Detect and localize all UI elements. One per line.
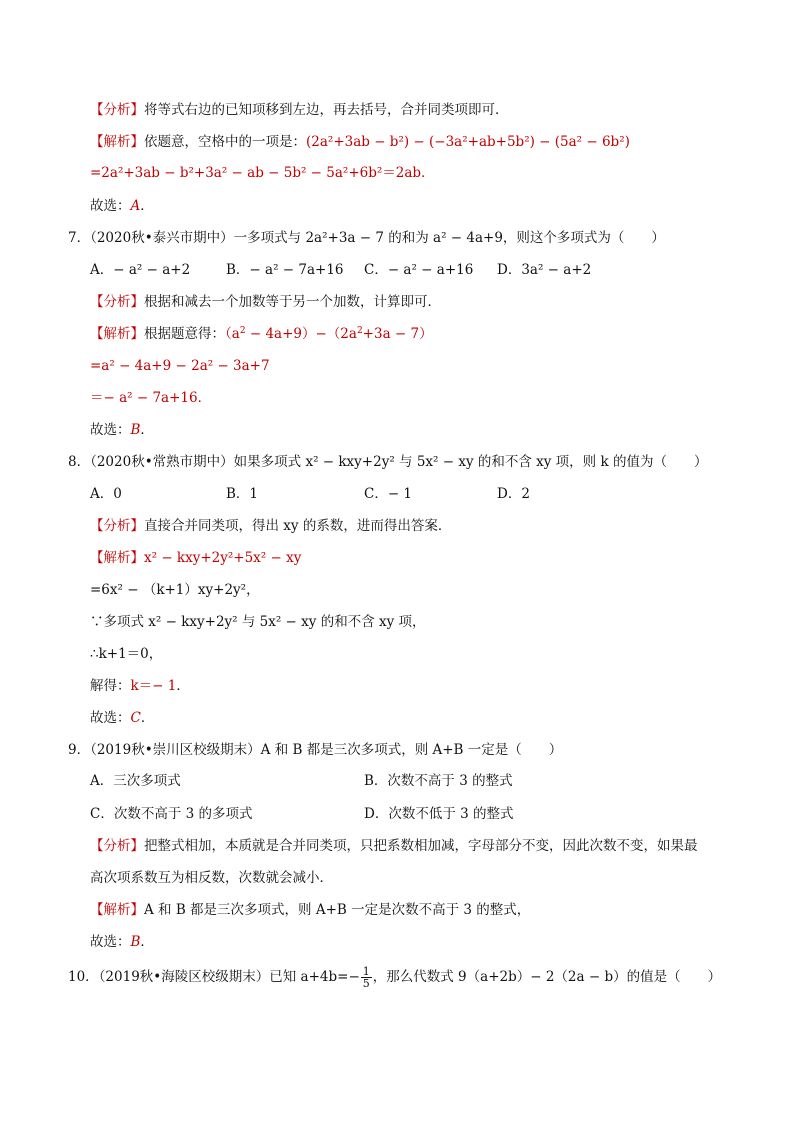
q8-answer	[90, 708, 154, 728]
q6-solution-intro: 依题意，空格中的一项是：	[144, 134, 306, 150]
analysis-tag: 【分析】	[90, 294, 144, 310]
q9-analysis-text: 把整式相加，本质就是合并同类项，只把系数相加减，字母部分不变，因此次数不变，如果最	[144, 838, 698, 854]
solution-tag: 【解析】	[90, 902, 144, 918]
q9-option-a: A．三次多项式	[90, 773, 181, 789]
q8-solution	[90, 548, 301, 568]
step-end: ．	[176, 678, 190, 694]
answer-label: 故选：	[90, 934, 131, 950]
q6-solution	[90, 132, 630, 152]
q9-stem-line	[68, 740, 562, 760]
q8-step3: ∴k+1＝0，	[90, 646, 163, 662]
q8-solution-expr: x² − kxy+2y²+5x² − xy	[144, 550, 302, 566]
question-stem-before: （2019秋•海陵区校级期末）已知 a+4b=−	[98, 969, 360, 985]
q8-analysis-text: 直接合并同类项，得出 xy 的系数，进而得出答案．	[144, 518, 452, 534]
question-number: 10．	[68, 969, 99, 985]
question-number: 8．	[68, 454, 91, 470]
q9-solution	[90, 900, 530, 920]
q6-analysis	[90, 100, 509, 120]
answer-choice: A	[130, 198, 141, 214]
answer-end: ．	[140, 422, 154, 438]
fraction	[361, 966, 372, 989]
answer-end: ．	[140, 198, 154, 214]
q9-option-c: C．次数不高于 3 的多项式	[90, 806, 253, 822]
solution-tag: 【解析】	[90, 550, 144, 566]
q9-analysis-cont: 高次项系数互为相反数，次数就会减小．	[90, 870, 333, 886]
q8-step2: ∵多项式 x² − kxy+2y² 与 5x² − xy 的和不含 xy 项，	[90, 614, 426, 630]
q7-solution: 【解析】根据题意得：$(a^2 - 4a+9)-(2a^2+3a - 7)$	[90, 326, 433, 342]
q8-step1: =6x² − （k+1）xy+2y²，	[90, 582, 260, 598]
q9-solution-text: A 和 B 都是三次多项式，则 A+B 一定是次数不高于 3 的整式，	[144, 902, 531, 918]
q8-option-a: A．0	[90, 486, 122, 502]
q7-option-c: C．− a² − a+16	[364, 262, 474, 278]
question-number: 9．	[68, 742, 91, 758]
solution-tag: 【解析】	[90, 134, 144, 150]
fraction-denominator: 5	[362, 977, 370, 990]
analysis-tag: 【分析】	[90, 838, 144, 854]
q7-analysis-text: 根据和减去一个加数等于另一个加数，计算即可．	[144, 294, 441, 310]
question-stem: （2020秋•泰兴市期中）一多项式与 2a²+3a − 7 的和为 a² − 4a+9，则这个多项式为（ ）	[90, 230, 665, 246]
q7-option-d: D．3a² − a+2	[497, 262, 592, 278]
answer-choice: B	[130, 422, 141, 438]
answer-label: 故选：	[90, 710, 131, 726]
q9-analysis	[90, 836, 698, 856]
answer-end: ．	[140, 710, 155, 726]
q8-stem-line	[68, 452, 707, 472]
q7-analysis	[90, 292, 441, 312]
question-number: 7．	[68, 230, 91, 246]
q7-stem-line	[68, 228, 665, 248]
q7-option-b: B．− a² − 7a+16	[226, 262, 344, 278]
answer-end: ．	[140, 934, 154, 950]
q6-solution-expr: (2a²+3ab − b²) − (−3a²+ab+5b²) − (5a² − 6b²)	[306, 134, 630, 150]
analysis-tag: 【分析】	[90, 102, 144, 118]
q8-option-c: C．− 1	[364, 486, 413, 502]
question-stem: （2019秋•崇川区校级期末）A 和 B 都是三次多项式，则 A+B 一定是（ ）	[90, 742, 563, 758]
q8-option-d: D．2	[497, 486, 530, 502]
q7-step2: ＝− a² − 7a+16．	[90, 390, 212, 406]
solution-tag: 【解析】	[90, 326, 144, 342]
q8-option-b: B．1	[226, 486, 259, 502]
q9-answer	[90, 932, 154, 952]
q6-analysis-text: 将等式右边的已知项移到左边，再去括号，合并同类项即可．	[144, 102, 509, 118]
step-label: 解得：	[90, 678, 131, 694]
step-value: k＝− 1	[130, 678, 177, 694]
q9-option-d: D．次数不低于 3 的整式	[364, 806, 514, 822]
q7-option-a: A．− a² − a+2	[90, 262, 191, 278]
analysis-tag: 【分析】	[90, 518, 144, 534]
q7-answer	[90, 420, 154, 440]
q8-analysis	[90, 516, 451, 536]
question-stem-after: ，那么代数式 9（a+2b）− 2（2a − b）的值是（ ）	[372, 969, 722, 985]
answer-label: 故选：	[90, 198, 131, 214]
q9-option-b: B．次数不高于 3 的整式	[364, 773, 513, 789]
q7-step1: =a² − 4a+9 − 2a² − 3a+7	[90, 358, 270, 374]
q8-step4	[90, 676, 190, 696]
answer-choice: C	[130, 710, 141, 726]
fraction-numerator: 1	[362, 965, 370, 978]
answer-label: 故选：	[90, 422, 131, 438]
q6-answer	[90, 196, 154, 216]
answer-choice: B	[130, 934, 141, 950]
q10-stem-line	[68, 966, 721, 989]
q7-solution-intro: 根据题意得：	[144, 326, 225, 342]
question-stem: （2020秋•常熟市期中）如果多项式 x² − kxy+2y² 与 5x² − xy 的和不含 xy 项，则 k 的值为（ ）	[90, 454, 708, 470]
q6-step1: =2a²+3ab − b²+3a² − ab − 5b² − 5a²+6b²＝2ab．	[90, 165, 435, 181]
